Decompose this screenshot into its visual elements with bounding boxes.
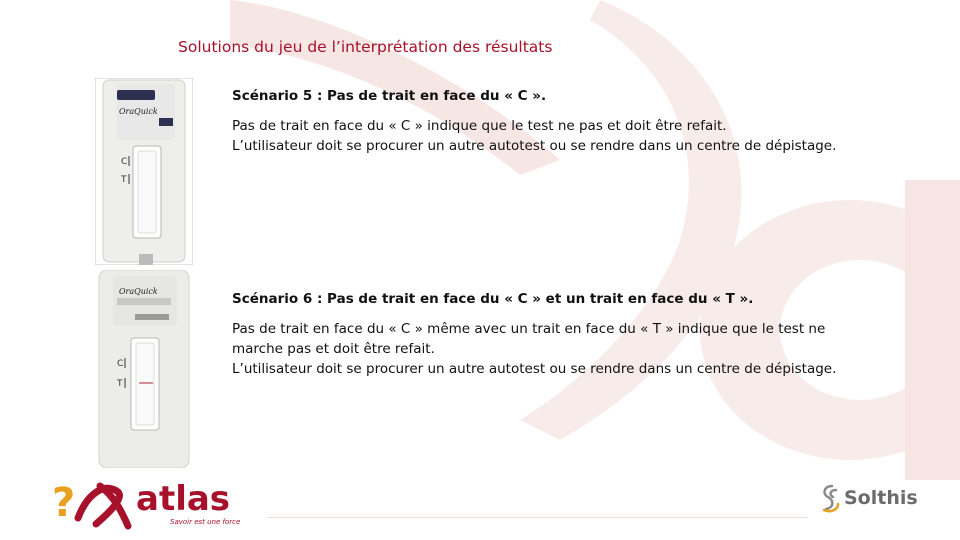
- footer-divider: [268, 517, 808, 518]
- scenario-5: [232, 88, 932, 156]
- atlas-logo-tagline: Savoir est une force: [170, 518, 241, 526]
- solthis-logo-name: Solthis: [844, 487, 918, 509]
- label-c: C: [117, 359, 124, 369]
- scenario-line: Pas de trait en face du « C » indique que le test ne pas et doit être refait.: [232, 118, 727, 134]
- atlas-logo: [48, 472, 258, 534]
- atlas-logo-name: atlas: [136, 479, 231, 519]
- scenario-line: marche pas et doit être refait.: [232, 341, 435, 357]
- brand-text: OraQuick: [119, 287, 158, 296]
- svg-text:?: ?: [52, 480, 76, 526]
- solthis-logo: [818, 480, 938, 516]
- scenario-line: Pas de trait en face du « C » même avec un trait en face du « T » indique que le test ne: [232, 321, 826, 337]
- scenario-body: [232, 319, 932, 379]
- scenario-body: [232, 116, 932, 156]
- test-device-image: [95, 270, 193, 468]
- scenario-heading: Scénario 5 : Pas de trait en face du « C ».: [232, 88, 547, 104]
- brand-text: OraQuick: [119, 107, 158, 116]
- scenario-line: L’utilisateur doit se procurer un autre autotest ou se rendre dans un centre de dépistage.: [232, 138, 837, 154]
- slide-title: Solutions du jeu de l’interprétation des résultats: [178, 38, 553, 56]
- scenario-heading: Scénario 6 : Pas de trait en face du « C » et un trait en face du « T ».: [232, 291, 754, 307]
- label-t: T: [121, 175, 127, 185]
- label-t: T: [117, 379, 123, 389]
- scenario-6: [232, 291, 932, 379]
- test-device-image: [95, 78, 193, 265]
- label-c: C: [121, 157, 128, 167]
- scenario-line: L’utilisateur doit se procurer un autre autotest ou se rendre dans un centre de dépistage.: [232, 361, 837, 377]
